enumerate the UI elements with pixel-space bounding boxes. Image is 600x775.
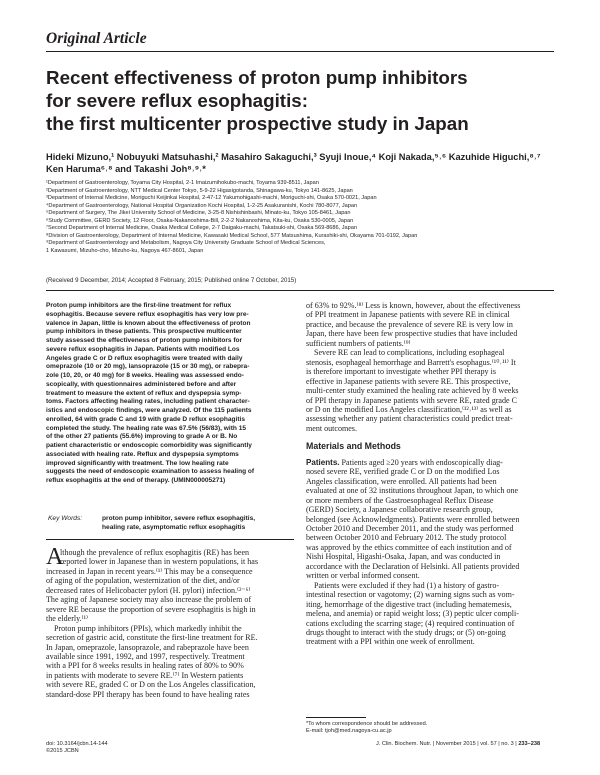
body-column-right [306, 301, 558, 647]
abstract-line: patient characteristic or endoscopic comorbidity was significantly [46, 442, 252, 449]
journal-citation: J. Clin. Biochem. Nutr. | November 2015 | vol. 57 | no. 3 | [376, 741, 519, 747]
affiliation-line: ⁷Second Department of Internal Medicine, Osaka Medical College, 2-7 Daigaku-machi, Takatsuki-shi, Osaka 569-8686, Japan [46, 225, 357, 232]
abstract-line: pump inhibitors in these patients. This prospective multicenter [46, 328, 242, 336]
title-line: the first multicenter prospective study in Japan [46, 113, 469, 134]
body-line: drugs thought to interact with the study drugs; or (5) on-going [306, 627, 506, 637]
body-line: intestinal resection or vagotomy; (2) warning signs such as vom- [306, 590, 515, 600]
keywords-label: Key Words: [48, 515, 83, 522]
body-line: of PPI therapy in Japanese patients with severe RE, rated grade C [306, 395, 517, 405]
article-title [46, 66, 558, 135]
drop-cap: A [46, 544, 64, 570]
affiliation-list [46, 180, 558, 255]
body-line: melena, and anemia) or rapid weight loss; (3) peptic ulcer compli- [306, 609, 519, 619]
body-line: assessing whether any patient characteristics could predict treat- [306, 414, 513, 424]
abstract-line: treatment to measure the extent of reflux and dyspepsia symp- [46, 389, 242, 397]
body-line: effective in Japanese patients with severe RE. This prospective, [306, 376, 511, 386]
affiliation-line: ⁸Division of Gastroenterology, Department of Internal Medicine, Kawasaki Medical School, 577 Matsushima, Kurashiki-shi, Okayama 701-0192, Japan [46, 232, 418, 239]
body-line: the elderly.⁽¹⁾ [46, 614, 89, 624]
body-line: Nishi Hospital, Higashi-Osaka, Japan, and was conducted in [306, 552, 501, 562]
body-line: secretion of gastric acid, constitute the first-line treatment for RE. [46, 633, 258, 643]
body-line: of PPI treatment in Japanese patients with severe RE in clinical [306, 310, 510, 320]
body-line: lthough the prevalence of reflux esophagitis (RE) has been [60, 548, 250, 557]
abstract-line: Proton pump inhibitors are the first-line treatment for reflux [46, 302, 232, 309]
body-line: of aging of the population, westernization of the diet, and/or [46, 576, 240, 586]
body-line: belonged (see Acknowledgments). Patients were enrolled between [306, 514, 520, 524]
title-line: for severe reflux esophagitis: [46, 90, 308, 111]
body-line: Severe RE can lead to complications, including esophageal [314, 348, 505, 358]
affiliation-line: ⁴Department of Gastroenterology, National Hospital Organization Kochi Hospital, 1-2-25 Asakuranishi, Kochi 780-8077, Japan [46, 202, 358, 209]
body-line: accordance with the Declaration of Helsinki. All patients provided [306, 561, 520, 571]
body-line: written or verbal informed consent. [306, 571, 420, 581]
abstract-line: enrolled, 64 with grade C and 19 with grade D reflux esophagitis [46, 415, 245, 423]
body-line: of 63% to 92%.⁽⁸⁾ Less is known, however, about the effectiveness [306, 301, 521, 310]
body-line: decreased rates of Helicobacter pylori (H. pylori) infection.⁽²⁻⁶⁾ [46, 585, 251, 595]
doi-link[interactable]: doi: 10.3164/jcbn.14-144 [46, 741, 108, 747]
section-heading-methods: Materials and Methods [306, 441, 401, 452]
abstract-line: severe reflux esophagitis in Japan. Patients with modified Los [46, 345, 240, 353]
body-line: Angeles classification, were enrolled. All patients had been [306, 476, 497, 486]
author-list [46, 152, 558, 175]
subsection-lead-patients: Patients. [306, 457, 340, 467]
section-label: Original Article [46, 30, 147, 47]
body-line: treatment with a PPI within one week of enrollment. [306, 637, 475, 647]
body-line: or D on the modified Los Angeles classification,⁽¹²˒¹³⁾ as well as [306, 404, 512, 414]
body-line [306, 458, 558, 467]
body-line: nosed severe RE, verified grade C or D on the modified Los [306, 467, 500, 477]
body-line: reported lower in Japanese than in western populations, it has [60, 557, 258, 567]
divider-rule [46, 290, 554, 291]
keywords-rule [46, 539, 294, 540]
body-line: with severe RE, graded C or D on the Los Angeles classification, [46, 680, 256, 690]
body-line: multi-center study examined the healing rate achieved by 8 weeks [306, 386, 519, 396]
affiliation-line: ¹Department of Gastroenterology, Toyama City Hospital, 2-1 Imaizumihokubo-machi, Toyama 939-8511, Japan [46, 180, 319, 186]
body-line: Proton pump inhibitors (PPIs), which markedly inhibit the [54, 623, 242, 633]
affiliation-line: ⁶Study Committee, GERD Society, 12 Floor, Osaka-Nakanoshima-Bill, 2-2-2 Nakanoshima, Kita-ku, Osaka 530-0005, Japan [46, 217, 354, 224]
abstract-line: completed the study. The healing rate was 67.5% (56/83), with 15 [46, 424, 246, 432]
body-line: iting, hemorrhage of the digestive tract (including hematemesis, [306, 599, 512, 609]
body-text: Patients aged ≥20 years with endoscopically diag- [339, 457, 503, 467]
copyright-text: ©2015 JCBN [46, 748, 79, 755]
abstract-line: toms. Factors affecting healing rates, including patient character- [46, 398, 250, 406]
body-line: Patients were excluded if they had (1) a history of gastro- [314, 580, 500, 590]
body-line: ment outcomes. [306, 423, 357, 433]
body-line: Japan, there have been few prospective studies that have included [306, 329, 518, 339]
keywords-text [102, 515, 292, 533]
footer-doi-block [46, 741, 108, 756]
abstract-line: suggests the need of endoscopic examination to assess healing of [46, 468, 255, 476]
abstract-line: omeprazole (10 or 20 mg), lansoprazole (15 or 30 mg), or rabepra- [46, 363, 250, 371]
abstract-line: valence in Japan, little is known about the effectiveness of proton [46, 319, 251, 327]
body-line: standard-dose PPI therapy has been found to have healing rates [46, 689, 250, 699]
intro-paragraph [46, 544, 296, 570]
author-line: Ken Haruma⁶˒⁸ and Takashi Joh⁸˒⁹˒* [46, 163, 206, 174]
keywords-line: proton pump inhibitor, severe reflux esophagitis, [102, 515, 256, 522]
received-dates: (Received 9 December, 2014; Accepted 8 February, 2015; Published online 7 October, 2015) [46, 277, 297, 284]
affiliation-line: ³Department of Internal Medicine, Moriguchi Keijinkai Hospital, 2-47-12 Yakumohigashi-machi, Moriguchi-shi, Osaka 570-0021, Japan [46, 195, 377, 202]
page-range: 233–238 [518, 741, 541, 747]
body-line: stenosis, esophageal hemorrhage and Barrett's esophagus.⁽¹⁰˒¹¹⁾ It [306, 357, 516, 367]
body-line: between October 2010 and February 2012. The study protocol [306, 533, 507, 543]
correspondence-email[interactable]: E-mail: tjoh@med.nagoya-cu.ac.jp [306, 728, 392, 735]
body-line: was approved by the ethics committee of each institution and of [306, 542, 512, 552]
abstract-line: istics and endoscopic findings, were analyzed. Of the 115 patients [46, 407, 252, 414]
abstract-line: zole (10, 20, or 40 mg) for 8 weeks. Healing was assessed endo- [46, 372, 244, 379]
affiliation-line: ²Department of Gastroenterology, NTT Medical Center Tokyo, 5-9-22 Higasigotanda, Shinagawa-ku, Tokyo 141-8625, Japan [46, 187, 353, 194]
body-line: cations excluding the scarring stage; (4) required continuation of [306, 618, 515, 628]
abstract-line: reflux esophagitis at the end of therapy. (UMIN000005271) [46, 477, 226, 484]
author-line: Hideki Mizuno,¹ Nobuyuki Matsuhashi,² Masahiro Sakaguchi,³ Syuji Inoue,⁴ Koji Nakada,⁵˒⁶ Kazuhide Higuchi,⁸˒⁷ [46, 152, 541, 162]
body-line: evaluated at one of 32 institutions throughout Japan, to which one [306, 486, 519, 496]
body-line: The aging of Japanese society may also increase the problem of [46, 595, 252, 605]
affiliation-line: ⁵Department of Surgery, The Jikei University School of Medicine, 3-25-8 Nishishinbashi, Minato-ku, Tokyo 105-8461, Japan [46, 210, 351, 217]
abstract-line: esophagitis. Because severe reflux esophagitis has very low pre- [46, 310, 249, 318]
body-line: with a PPI for 8 weeks results in healing rates of 80% to 90% [46, 661, 244, 671]
body-line: October 2010 and December 2011, and the study was performed [306, 523, 514, 533]
body-line: in patients with moderate to severe RE.⁽⁷⁾ In Western patients [46, 670, 244, 680]
abstract-line: of the other 27 patients (55.6%) improving to grade A or B. No [46, 433, 238, 441]
abstract-line: associated with healing rate. Reflux and dyspepsia symptoms [46, 450, 239, 458]
body-line: is therefore important to investigate whether PPI therapy is [306, 367, 496, 377]
footer-journal-info [376, 741, 540, 747]
body-line: sufficient numbers of patients.⁽⁹⁾ [306, 338, 411, 348]
footnote-rule [306, 717, 366, 718]
title-line: Recent effectiveness of proton pump inhibitors [46, 67, 468, 88]
body-line: (GERD) Society, a Japanese collaborative research group, [306, 505, 493, 515]
abstract-line: scopically, with questionnaires administered before and after [46, 380, 237, 388]
body-line: available since 1991, 1992, and 1997, respectively. Treatment [46, 651, 245, 661]
abstract-line: Angeles grade C or D reflux esophagitis were treated with daily [46, 354, 243, 362]
body-line: In Japan, omeprazole, lansoprazole, and rabeprazole have been [46, 642, 249, 652]
affiliation-line: 1 Kawasumi, Mizuho-cho, Mizuho-ku, Nagoya 467-8601, Japan [46, 247, 204, 254]
body-line: increased in Japan in recent years.⁽¹⁾ This may be a consequence [46, 566, 253, 576]
body-line: severe RE because the proportion of severe esophagitis is high in [46, 604, 256, 614]
correspondence-note [306, 721, 556, 735]
abstract-line: study assessed the effectiveness of proton pump inhibitors for [46, 337, 243, 344]
keywords-line: healing rate, asymptomatic reflux esophagitis [102, 523, 246, 531]
correspondence-line: *To whom correspondence should be addressed. [306, 721, 428, 727]
body-column-left [46, 544, 296, 699]
body-line: practice, and because the prevalence of severe RE is very low in [306, 319, 513, 329]
body-line: or more members of the Gastroesophageal Reflux Disease [306, 495, 494, 505]
abstract-line: improved significantly with treatment. The low healing rate [46, 459, 229, 467]
affiliation-line: ⁹Department of Gastroenterology and Metabolism, Nagoya City University Graduate School of Medical Sciences, [46, 240, 326, 247]
abstract [46, 302, 294, 486]
header-rule [46, 51, 554, 52]
